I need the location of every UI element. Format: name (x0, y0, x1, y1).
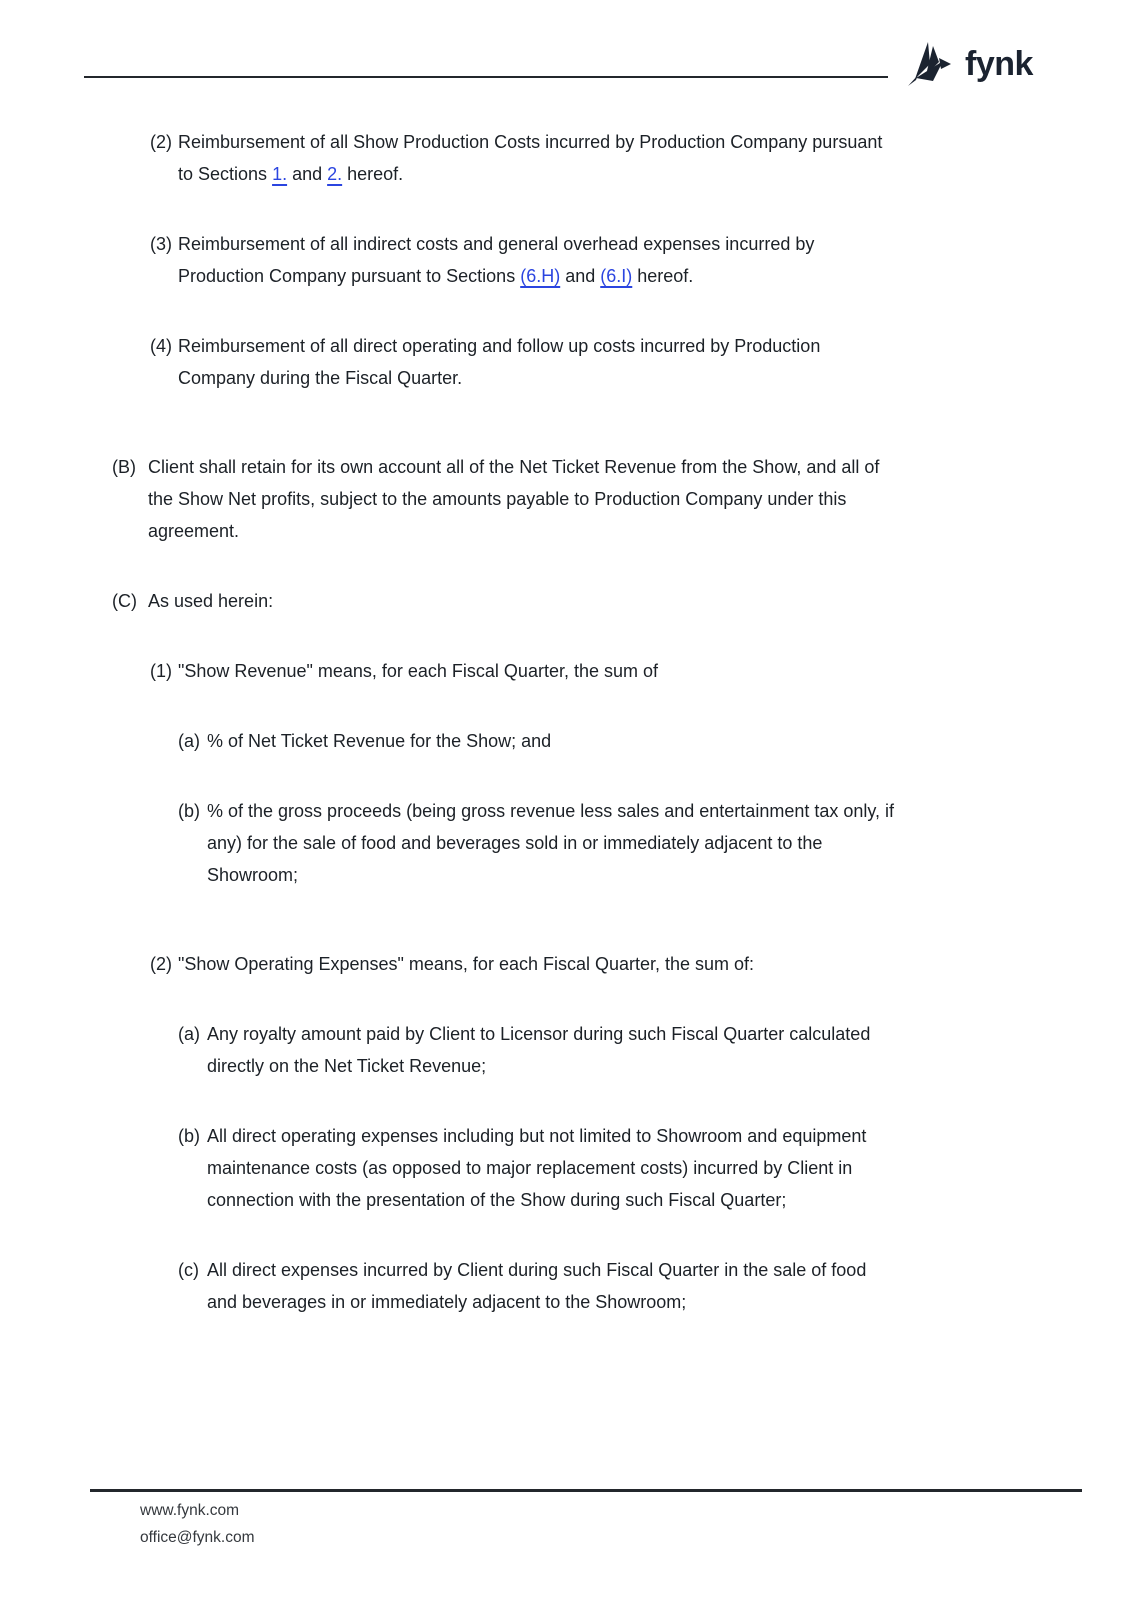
clause-label: (4) (150, 336, 172, 356)
clause-label: (b) (178, 801, 200, 821)
clause-6-a (178, 725, 1071, 757)
clause-text: % of Net Ticket Revenue for the Show; and (207, 731, 552, 751)
clause-text: All direct expenses incurred by Client during such Fiscal Quarter in the sale of food and beverages in or immediately adjacent to the Showroom; (207, 1260, 867, 1312)
clause-5-1 (150, 655, 1071, 687)
clause-11-c (178, 1254, 1071, 1318)
clause-3-B (112, 451, 1071, 547)
clause-4-C (112, 585, 1071, 617)
section-ref-link[interactable]: (6.H) (520, 266, 561, 286)
clause-8-2 (150, 948, 1071, 980)
clause-text: "Show Operating Expenses" means, for each Fiscal Quarter, the sum of: (178, 954, 755, 974)
clause-10-b (178, 1120, 1071, 1216)
clause-label: (b) (178, 1126, 200, 1146)
clause-0-2 (150, 126, 1071, 190)
clause-label: (2) (150, 132, 172, 152)
clause-label: (a) (178, 1024, 200, 1044)
clause-2-4 (150, 330, 1071, 394)
footer-email: office@fynk.com (140, 1529, 255, 1546)
footer-website: www.fynk.com (140, 1502, 240, 1519)
section-ref-link[interactable]: 2. (327, 164, 343, 184)
clause-text: Reimbursement of all Show Production Costs incurred by Production Company pursuant to Sections 1. and 2. hereof. (178, 132, 883, 184)
clause-text: Reimbursement of all direct operating and follow up costs incurred by Production Company during the Fiscal Quarter. (178, 336, 821, 388)
section-ref-link[interactable]: (6.I) (600, 266, 633, 286)
clause-text: Any royalty amount paid by Client to Licensor during such Fiscal Quarter calculated directly on the Net Ticket Revenue; (207, 1024, 871, 1076)
section-ref-link[interactable]: 1. (272, 164, 288, 184)
clause-label: (1) (150, 661, 172, 681)
clause-text: As used herein: (148, 591, 274, 611)
clause-text: Reimbursement of all indirect costs and general overhead expenses incurred by Production Company pursuant to Sections (6.H) and (6.I) hereof. (178, 234, 815, 286)
clause-7-b (178, 795, 1071, 891)
clause-label: (B) (112, 457, 136, 477)
brand-wordmark: fynk (965, 45, 1033, 83)
clause-text: "Show Revenue" means, for each Fiscal Quarter, the sum of (178, 661, 659, 681)
contract-body (112, 126, 1071, 1356)
header-rule (84, 76, 888, 78)
clause-text: % of the gross proceeds (being gross revenue less sales and entertainment tax only, if any) for the sale of food and beverages sold in or immediately adjacent to the Showroom; (207, 801, 895, 885)
page-footer (140, 1497, 255, 1551)
clause-text: Client shall retain for its own account all of the Net Ticket Revenue from the Show, and all of the Show Net profits, subject to the amounts payable to Production Company under this agreement. (148, 457, 880, 541)
clause-label: (C) (112, 591, 137, 611)
origami-bird-icon (908, 42, 956, 86)
clause-text: All direct operating expenses including but not limited to Showroom and equipment maintenance costs (as opposed to major replacement costs) incurred by Client in connection with the presentation of the Show during such Fiscal Quarter; (207, 1126, 867, 1210)
clause-label: (c) (178, 1260, 199, 1280)
clause-1-3 (150, 228, 1071, 292)
footer-rule (90, 1489, 1082, 1492)
clause-label: (a) (178, 731, 200, 751)
clause-label: (3) (150, 234, 172, 254)
clause-label: (2) (150, 954, 172, 974)
clause-9-a (178, 1018, 1071, 1082)
fynk-logo (908, 42, 1033, 86)
